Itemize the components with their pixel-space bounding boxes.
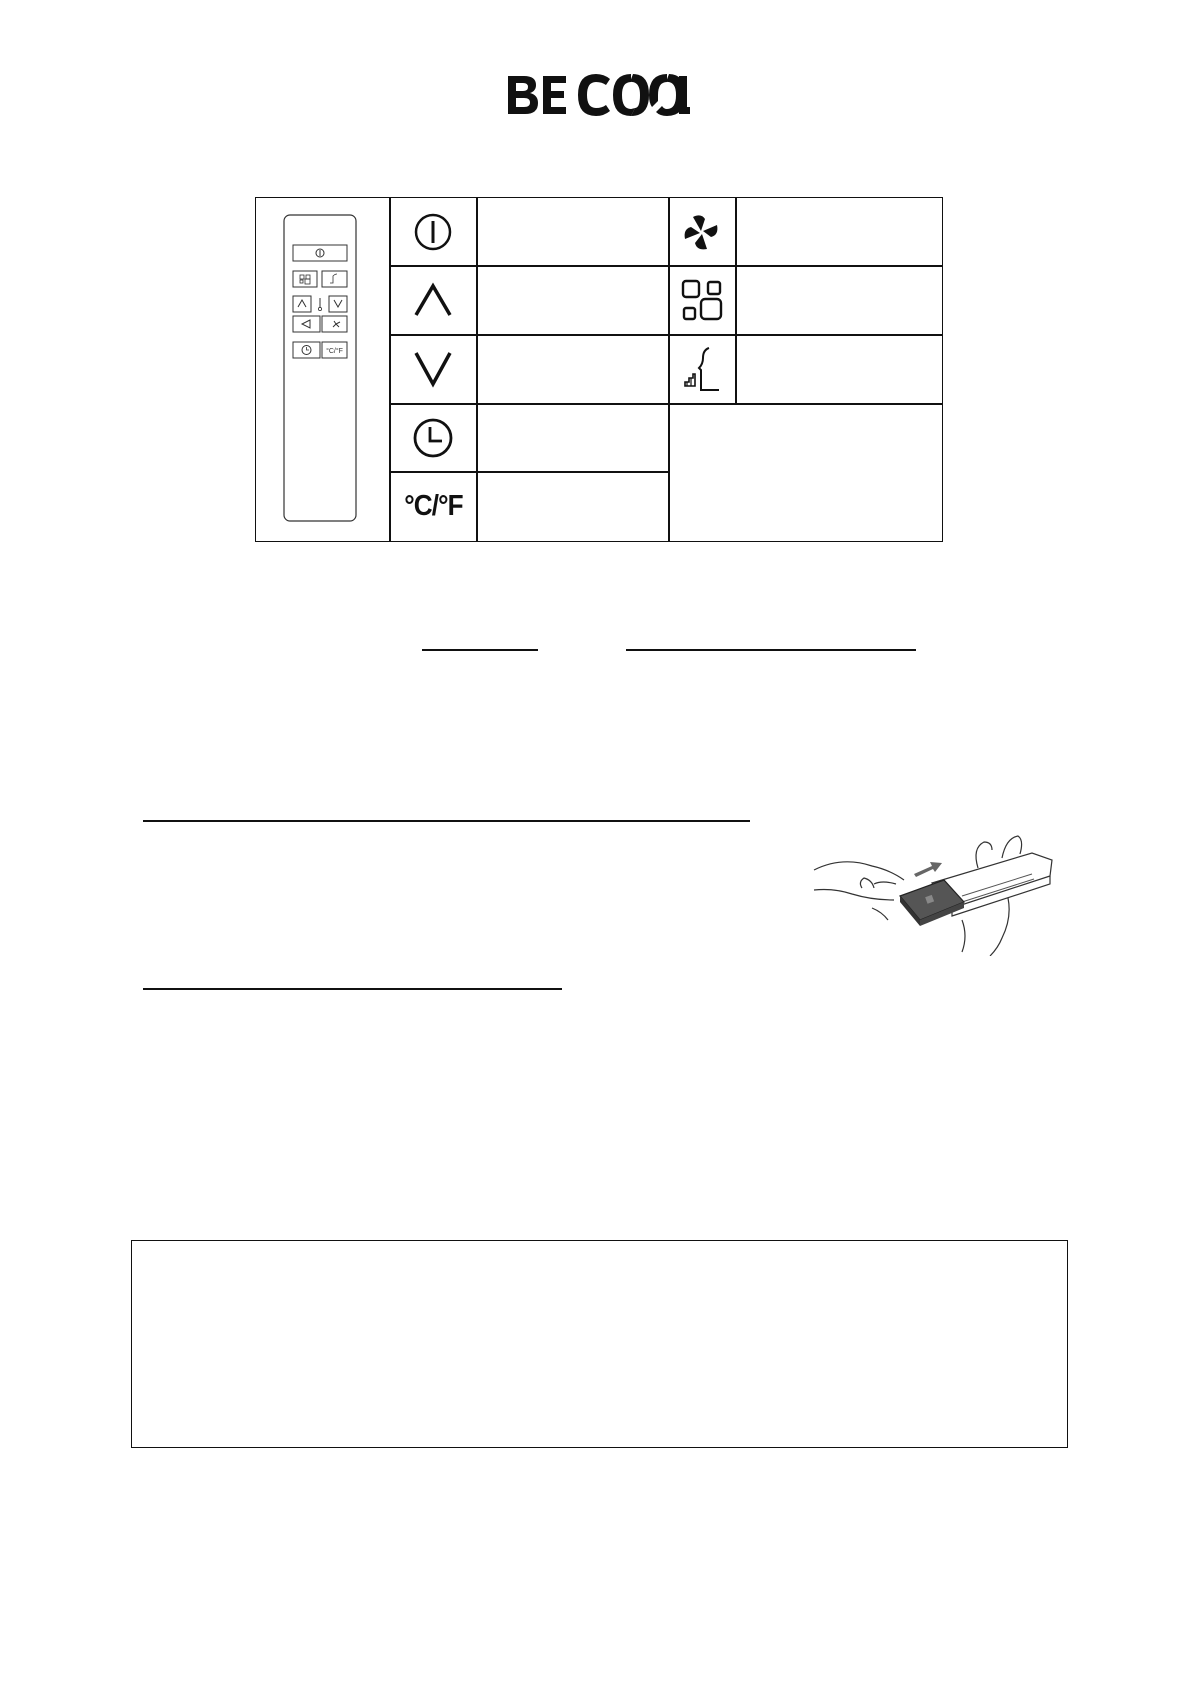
remote-control-illustration — [283, 214, 357, 522]
up-arrow-icon-cell — [390, 266, 476, 334]
power-icon-cell — [390, 198, 476, 265]
heading-underline — [422, 649, 538, 651]
divider — [476, 198, 478, 541]
section-heading-underline — [143, 988, 562, 990]
mode-icon-cell — [669, 266, 735, 334]
down-arrow-icon — [413, 350, 453, 388]
timer-clock-icon — [412, 417, 454, 459]
remote-control-table — [255, 197, 943, 542]
down-arrow-icon-cell — [390, 335, 476, 403]
power-icon — [413, 212, 453, 252]
be-cool-logo — [506, 74, 692, 116]
sleep-icon-cell — [669, 335, 735, 403]
mode-squares-icon — [681, 279, 723, 321]
timer-icon-cell — [390, 404, 476, 471]
up-arrow-icon — [413, 282, 453, 318]
unit-icon-cell — [390, 472, 476, 541]
sleep-hand-icon — [681, 344, 723, 394]
celsius-fahrenheit-icon: °C/°F — [403, 490, 463, 522]
remote-unit-button-label: °C/°F — [326, 348, 343, 355]
fan-icon — [681, 211, 723, 253]
heading-underline — [626, 649, 916, 651]
battery-cover-illustration — [812, 828, 1057, 956]
fan-icon-cell — [669, 198, 735, 265]
divider — [735, 198, 737, 403]
notice-box — [131, 1240, 1068, 1448]
section-heading-underline — [143, 820, 750, 822]
